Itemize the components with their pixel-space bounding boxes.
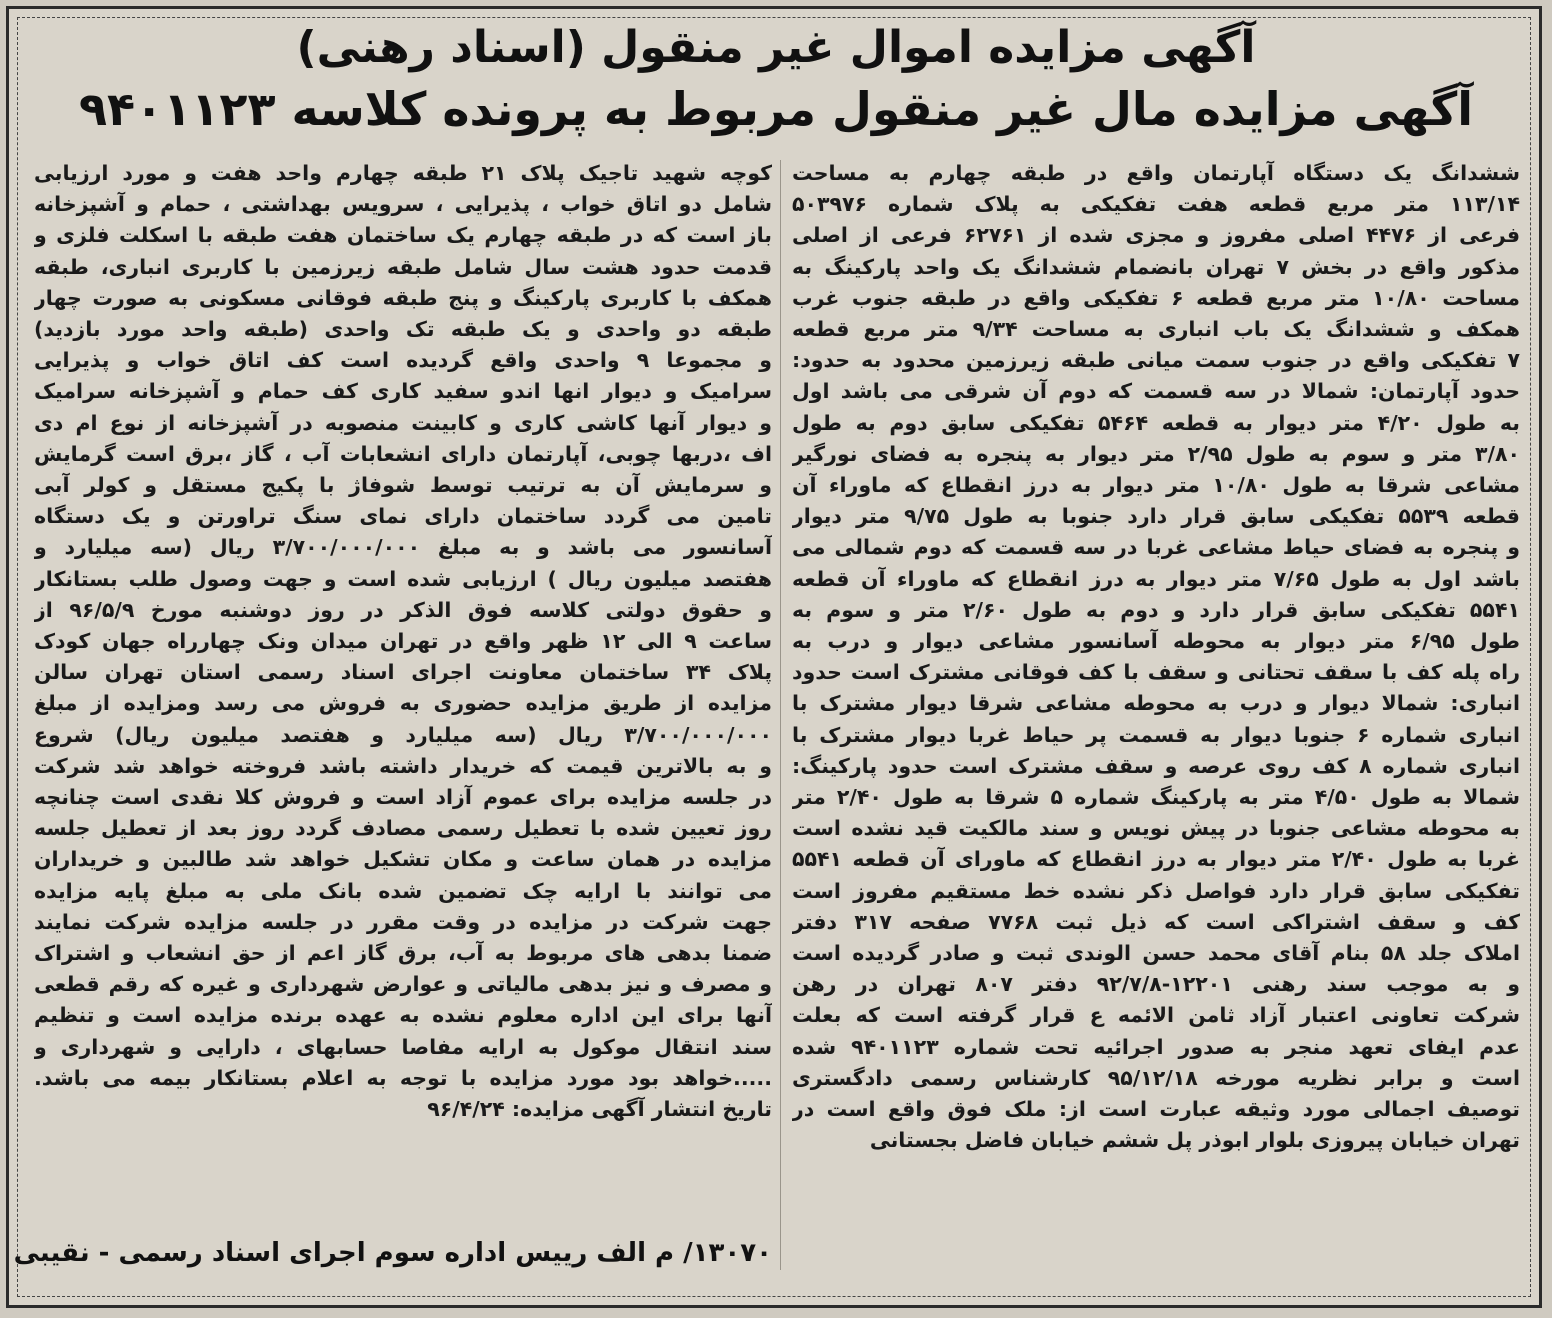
text-line: مشاعی شرقا به طول ۱۰/۸۰ متر دیوار به درز انقطاع که ماوراء آن bbox=[792, 473, 1520, 498]
text-line: و به موجب سند رهنی ۱۲۲۰۱-۹۲/۷/۸ دفتر ۸۰۷ تهران در رهن bbox=[792, 972, 1520, 997]
text-line: قطعه ۵۵۳۹ تفکیکی سابق قرار دارد جنوبا به طول ۹/۷۵ متر دیوار bbox=[792, 504, 1520, 529]
text-line: در جلسه مزایده برای عموم آزاد است و فروش کلا نقدی است چنانچه bbox=[34, 785, 772, 810]
text-line: و حقوق دولتی کلاسه فوق الذکر در روز دوشنبه مورخ ۹۶/۵/۹ از bbox=[34, 597, 772, 622]
text-line: می توانند با ارایه چک تضمین شده بانک ملی به مبلغ پایه مزایده bbox=[34, 878, 772, 903]
text-line: ۷ تفکیکی واقع در جنوب سمت میانی طبقه زیرزمین محدود به حدود: bbox=[792, 348, 1520, 373]
text-line: روز تعیین شده با تعطیل رسمی مصادف گردد روز بعد از تعطیل جلسه bbox=[34, 816, 772, 841]
text-line: کوچه شهید تاجیک پلاک ۲۱ طبقه چهارم واحد هفت و مورد ارزیابی bbox=[34, 161, 772, 185]
text-line: مزایده در همان ساعت و مکان تشکیل خواهد شد طالبین و خریداران bbox=[34, 847, 772, 872]
text-line: املاک جلد ۵۸ بنام آقای محمد حسن الوندی ثبت و صادر گردیده است bbox=[792, 941, 1520, 966]
text-line: ۳/۸۰ متر و سوم به طول ۲/۹۵ متر دیوار به پنجره به فضای نورگیر bbox=[792, 441, 1520, 466]
text-line: تاریخ انتشار آگهی مزایده: ۹۶/۴/۲۴ bbox=[427, 1097, 772, 1122]
text-line: ۵۵۴۱ تفکیکی سابق قرار دارد و دوم به طول ۲/۶۰ متر و سوم به bbox=[792, 597, 1520, 622]
right-column-text bbox=[792, 158, 1520, 1157]
text-line: تهران خیابان پیروزی بلوار ابوذر پل ششم خیابان فاضل بجستانی bbox=[869, 1128, 1520, 1153]
text-line: تفکیکی سابق قرار دارد فواصل ذکر نشده خط مستقیم مفروز است bbox=[792, 878, 1520, 903]
text-line: همکف با کاربری پارکینگ و پنج طبقه فوقانی مسکونی به صورت چهار bbox=[34, 285, 772, 310]
text-line: هفتصد میلیون ریال ) ارزیابی شده است و جهت وصول طلب بستانکار bbox=[34, 566, 772, 591]
text-line: باز است که در طبقه چهارم یک ساختمان هفت طبقه با اسکلت فلزی و bbox=[34, 223, 772, 248]
text-line: شمالا به طول ۴/۵۰ متر به پارکینگ شماره ۵ شرقا به طول ۲/۴۰ متر bbox=[792, 785, 1520, 810]
text-line: طبقه دو واحدی و یک طبقه تک واحدی (طبقه واحد مورد بازدید) bbox=[34, 317, 772, 342]
text-line: باشد اول به طول ۷/۶۵ متر دیوار به درز انقطاع که ماوراء آن قطعه bbox=[792, 566, 1520, 591]
text-line: کف و سقف اشتراکی است که ذیل ثبت ۷۷۶۸ صفحه ۳۱۷ دفتر bbox=[792, 909, 1520, 934]
text-line: فرعی از ۴۴۷۶ اصلی مفروز و مجزی شده از ۶۲۷۶۱ فرعی از اصلی bbox=[792, 223, 1520, 248]
notice-subtitle: آگهی مزایده مال غیر منقول مربوط به پرونده کلاسه ۹۴۰۱۱۲۳ bbox=[78, 82, 1473, 136]
text-line: تامین می گردد ساختمان دارای نمای سنگ تراورتن و یک دستگاه bbox=[34, 504, 772, 529]
text-line: به طول ۴/۲۰ متر دیوار به قطعه ۵۴۶۴ تفکیکی سابق دوم به طول bbox=[792, 410, 1520, 435]
text-line: انباری شماره ۸ کف روی عرصه و سقف مشترک است حدود پارکینگ: bbox=[792, 753, 1520, 778]
text-line: و دیوار آنها کاشی کاری و کابینت منصوبه در آشپزخانه از نوع ام دی bbox=[34, 410, 772, 435]
text-line: ۳/۷۰۰/۰۰۰/۰۰۰ ریال (سه میلیارد و هفتصد میلیون ریال) شروع bbox=[34, 722, 772, 747]
text-line: و سرمایش آن به ترتیب توسط شوفاژ با پکیج مستقل و کولر آبی bbox=[34, 473, 772, 498]
text-line: ضمنا بدهی های مربوط به آب، برق گاز اعم از حق انشعاب و اشتراک bbox=[34, 941, 772, 966]
text-line: .....خواهد بود مورد مزایده با توجه به اعلام بستانکار بیمه می باشد. bbox=[34, 1065, 772, 1090]
text-line: پلاک ۳۴ ساختمان معاونت اجرای اسناد رسمی استان تهران سالن bbox=[34, 660, 772, 685]
text-line: و پنجره به فضای حیاط مشاعی غربا در سه قسمت که دوم شمالی می bbox=[792, 535, 1520, 560]
text-line: راه پله کف با سقف تحتانی و سقف با کف فوقانی مشترک است حدود bbox=[792, 660, 1520, 685]
text-line: آنها برای این اداره معلوم نشده به عهده برنده مزایده است و تنظیم bbox=[34, 1003, 772, 1028]
text-line: عدم ایفای تعهد منجر به صدور اجرائیه تحت شماره ۹۴۰۱۱۲۳ شده bbox=[792, 1034, 1520, 1059]
text-line: قدمت حدود هشت سال شامل طبقه زیرزمین با کاربری انباری، طبقه bbox=[34, 254, 772, 279]
text-line: ساعت ۹ الی ۱۲ ظهر واقع در تهران میدان ونک چهارراه جهان کودک bbox=[34, 629, 772, 654]
text-line: ششدانگ یک دستگاه آپارتمان واقع در طبقه چهارم به مساحت bbox=[792, 161, 1520, 185]
text-line: حدود آپارتمان: شمالا در سه قسمت که دوم آن شرقی می باشد اول bbox=[792, 379, 1520, 404]
signature-line: ۱۳۰۷۰/ م الف رییس اداره سوم اجرای اسناد رسمی - نقیبی bbox=[13, 1238, 772, 1268]
text-line: غربا به طول ۲/۴۰ متر دیوار به درز انقطاع که ماورای آن قطعه ۵۵۴۱ bbox=[792, 847, 1520, 872]
text-line: مذکور واقع در بخش ۷ تهران بانضمام ششدانگ یک واحد پارکینگ به bbox=[792, 254, 1520, 279]
text-line: سرامیک و دیوار انها اندو سفید کاری کف حمام و آشپزخانه سرامیک bbox=[34, 379, 772, 404]
text-line: ۱۱۳/۱۴ متر مربع قطعه هفت تفکیکی به پلاک شماره ۵۰۳۹۷۶ bbox=[792, 192, 1520, 217]
text-line: مساحت ۱۰/۸۰ متر مربع قطعه ۶ تفکیکی واقع در طبقه جنوب غرب bbox=[792, 285, 1520, 310]
text-line: اف ،دربها چوبی، آپارتمان دارای انشعابات آب ، گاز ،برق است گرمایش bbox=[34, 441, 772, 466]
text-line: همکف و ششدانگ یک باب انباری به مساحت ۹/۳۴ متر مربع قطعه bbox=[792, 317, 1520, 342]
text-line: شرکت تعاونی اعتبار آزاد ثامن الائمه ع قرار گرفته است که بعلت bbox=[792, 1003, 1520, 1028]
text-line: شامل دو اتاق خواب ، پذیرایی ، سرویس بهداشتی ، حمام و آشپزخانه bbox=[34, 192, 772, 217]
text-line: و مجموعا ۹ واحدی واقع گردیده است کف اتاق خواب و پذیرایی bbox=[34, 348, 772, 373]
text-line: است و برابر نظریه مورخه ۹۵/۱۲/۱۸ کارشناس رسمی دادگستری bbox=[792, 1065, 1520, 1090]
text-line: انباری: شمالا دیوار و درب به محوطه مشاعی شرقا دیوار مشترک با bbox=[792, 691, 1520, 716]
left-column-text bbox=[34, 158, 772, 1125]
text-line: آسانسور می باشد و به مبلغ ۳/۷۰۰/۰۰۰/۰۰۰ ریال (سه میلیارد و bbox=[34, 535, 772, 560]
column-divider bbox=[780, 160, 781, 1270]
text-line: انباری شماره ۶ جنوبا دیوار به قسمت پر حیاط غربا دیوار مشترک با bbox=[792, 722, 1520, 747]
text-line: جهت شرکت در مزایده در وقت مقرر در جلسه مزایده شرکت نمایند bbox=[34, 909, 772, 934]
text-line: توصیف اجمالی مورد وثیقه عبارت است از: ملک فوق واقع است در bbox=[792, 1097, 1520, 1122]
text-line: طول ۶/۹۵ متر دیوار به محوطه آسانسور مشاعی دیوار و درب به bbox=[792, 629, 1520, 654]
text-line: و به بالاترین قیمت که خریدار داشته باشد فروخته خواهد شد شرکت bbox=[34, 753, 772, 778]
text-line: به محوطه مشاعی جنوبا در پیش نویس و سند مالکیت قید نشده است bbox=[792, 816, 1520, 841]
text-line: سند انتقال موکول به ارایه مفاصا حسابهای ، دارایی و شهرداری و bbox=[34, 1034, 772, 1059]
text-line: مزایده از طریق مزایده حضوری به فروش می رسد ومزایده از مبلغ bbox=[34, 691, 772, 716]
text-line: و مصرف و نیز بدهی مالیاتی و عوارض شهرداری و غیره که رقم قطعی bbox=[34, 972, 772, 997]
notice-title: آگهی مزایده اموال غیر منقول (اسناد رهنی) bbox=[296, 22, 1256, 73]
